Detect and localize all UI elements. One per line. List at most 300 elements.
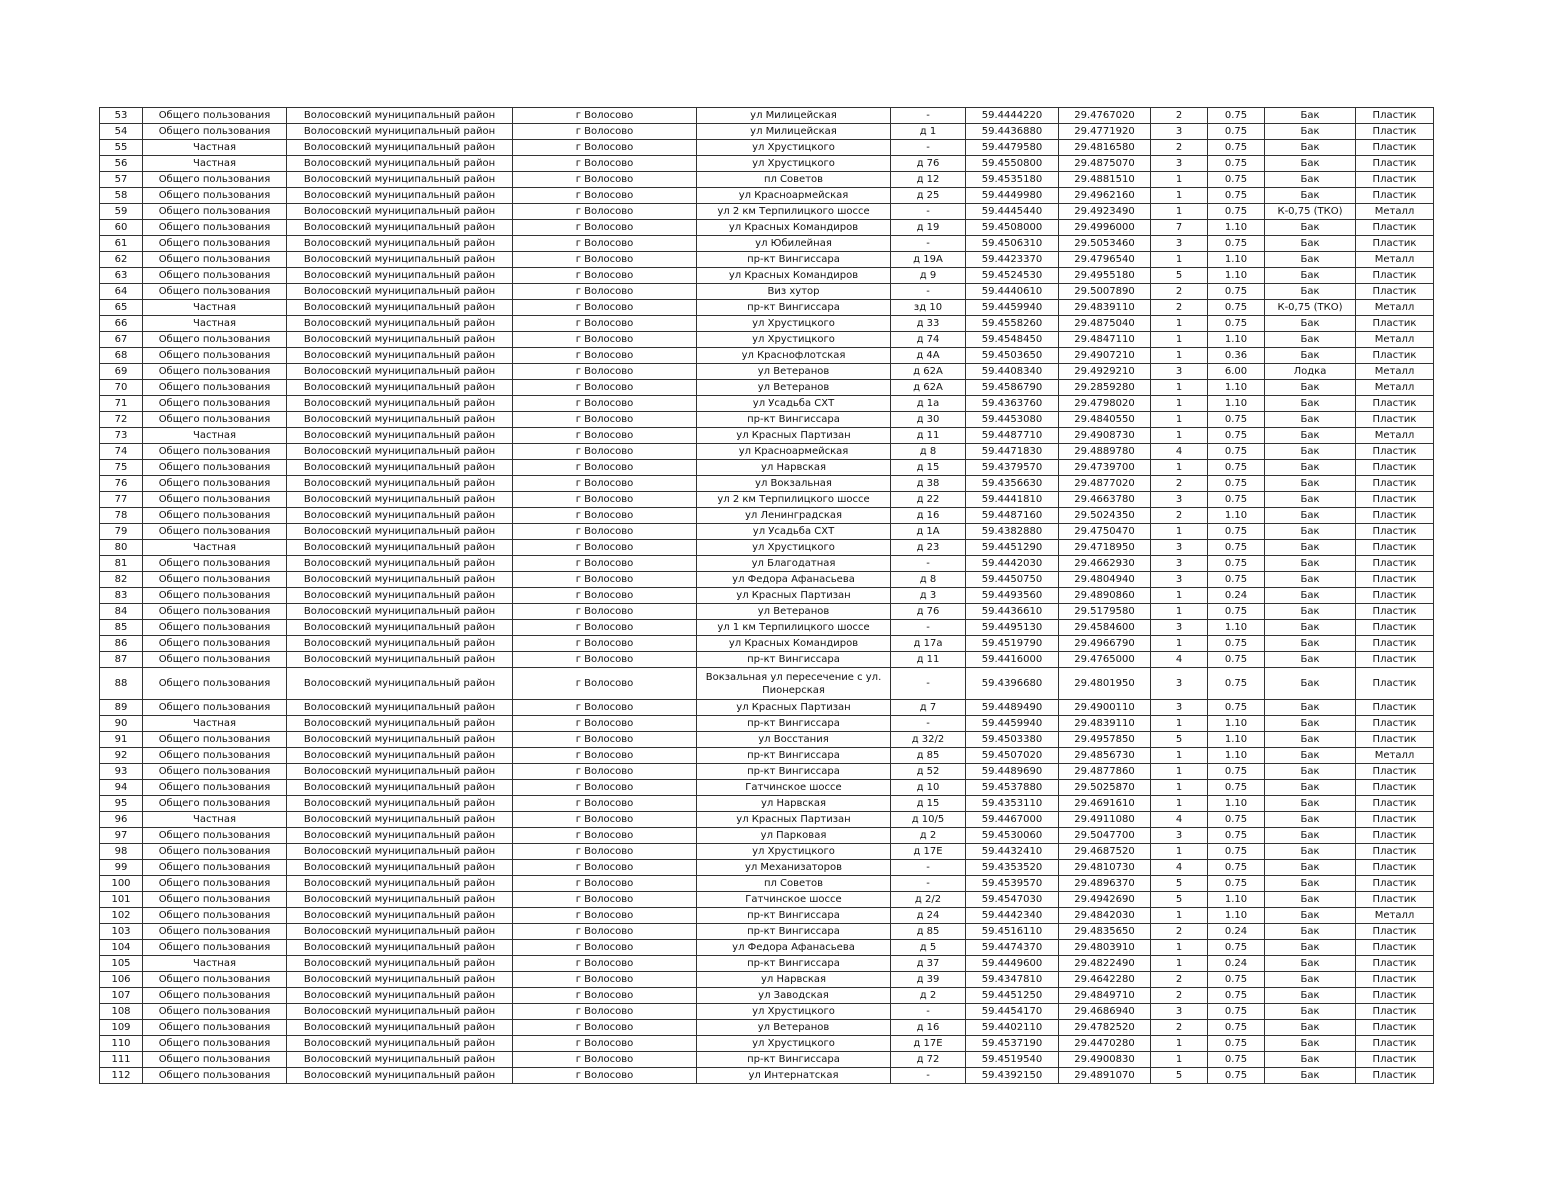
district-cell: Волосовский муниципальный район: [287, 1004, 513, 1020]
container-count-cell: 1: [1151, 316, 1208, 332]
container-type-cell: К-0,75 (ТКО): [1265, 204, 1356, 220]
container-type-cell: Бак: [1265, 748, 1356, 764]
container-count-cell: 1: [1151, 796, 1208, 812]
row-number-cell: 105: [100, 956, 143, 972]
district-cell: Волосовский муниципальный район: [287, 140, 513, 156]
district-cell: Волосовский муниципальный район: [287, 876, 513, 892]
material-cell: Пластик: [1356, 924, 1434, 940]
row-number-cell: 59: [100, 204, 143, 220]
ownership-cell: Общего пользования: [143, 332, 287, 348]
volume-cell: 1.10: [1208, 892, 1265, 908]
settlement-cell: г Волосово: [513, 652, 697, 668]
volume-cell: 1.10: [1208, 268, 1265, 284]
table-row: [100, 172, 1434, 188]
latitude-cell: 59.4474370: [966, 940, 1059, 956]
house-cell: д 23: [891, 540, 966, 556]
longitude-cell: 29.4718950: [1059, 540, 1151, 556]
district-cell: Волосовский муниципальный район: [287, 812, 513, 828]
table-row: [100, 732, 1434, 748]
settlement-cell: г Волосово: [513, 828, 697, 844]
ownership-cell: Общего пользования: [143, 748, 287, 764]
district-cell: Волосовский муниципальный район: [287, 780, 513, 796]
settlement-cell: г Волосово: [513, 668, 697, 700]
latitude-cell: 59.4449600: [966, 956, 1059, 972]
house-cell: д 62А: [891, 364, 966, 380]
container-type-cell: Бак: [1265, 1068, 1356, 1084]
container-count-cell: 1: [1151, 636, 1208, 652]
table-row: [100, 620, 1434, 636]
container-type-cell: Бак: [1265, 876, 1356, 892]
street-cell: пр-кт Вингиссара: [697, 764, 891, 780]
material-cell: Металл: [1356, 908, 1434, 924]
longitude-cell: 29.4877860: [1059, 764, 1151, 780]
container-count-cell: 5: [1151, 876, 1208, 892]
container-type-cell: Бак: [1265, 1036, 1356, 1052]
house-cell: д 1: [891, 124, 966, 140]
longitude-cell: 29.4803910: [1059, 940, 1151, 956]
district-cell: Волосовский муниципальный район: [287, 972, 513, 988]
latitude-cell: 59.4436610: [966, 604, 1059, 620]
street-cell: ул 2 км Терпилицкого шоссе: [697, 492, 891, 508]
volume-cell: 0.75: [1208, 940, 1265, 956]
longitude-cell: 29.4750470: [1059, 524, 1151, 540]
street-cell: ул Хрустицкого: [697, 316, 891, 332]
container-count-cell: 1: [1151, 604, 1208, 620]
district-cell: Волосовский муниципальный район: [287, 908, 513, 924]
ownership-cell: Общего пользования: [143, 844, 287, 860]
material-cell: Пластик: [1356, 956, 1434, 972]
house-cell: д 24: [891, 908, 966, 924]
latitude-cell: 59.4535180: [966, 172, 1059, 188]
table-row: [100, 108, 1434, 124]
material-cell: Пластик: [1356, 780, 1434, 796]
material-cell: Металл: [1356, 364, 1434, 380]
volume-cell: 0.75: [1208, 700, 1265, 716]
container-count-cell: 5: [1151, 732, 1208, 748]
house-cell: д 16: [891, 1020, 966, 1036]
latitude-cell: 59.4506310: [966, 236, 1059, 252]
district-cell: Волосовский муниципальный район: [287, 924, 513, 940]
volume-cell: 0.75: [1208, 556, 1265, 572]
latitude-cell: 59.4479580: [966, 140, 1059, 156]
longitude-cell: 29.4875040: [1059, 316, 1151, 332]
longitude-cell: 29.4881510: [1059, 172, 1151, 188]
material-cell: Пластик: [1356, 460, 1434, 476]
settlement-cell: г Волосово: [513, 892, 697, 908]
house-cell: д 22: [891, 492, 966, 508]
house-cell: -: [891, 1004, 966, 1020]
district-cell: Волосовский муниципальный район: [287, 796, 513, 812]
container-count-cell: 1: [1151, 748, 1208, 764]
house-cell: -: [891, 556, 966, 572]
street-cell: ул Красных Командиров: [697, 268, 891, 284]
settlement-cell: г Волосово: [513, 700, 697, 716]
latitude-cell: 59.4408340: [966, 364, 1059, 380]
table-row: [100, 540, 1434, 556]
street-cell: ул Ветеранов: [697, 1020, 891, 1036]
district-cell: Волосовский муниципальный район: [287, 764, 513, 780]
latitude-cell: 59.4432410: [966, 844, 1059, 860]
house-cell: д 25: [891, 188, 966, 204]
district-cell: Волосовский муниципальный район: [287, 604, 513, 620]
row-number-cell: 106: [100, 972, 143, 988]
settlement-cell: г Волосово: [513, 492, 697, 508]
longitude-cell: 29.4687520: [1059, 844, 1151, 860]
row-number-cell: 53: [100, 108, 143, 124]
material-cell: Пластик: [1356, 236, 1434, 252]
settlement-cell: г Волосово: [513, 396, 697, 412]
longitude-cell: 29.4942690: [1059, 892, 1151, 908]
latitude-cell: 59.4558260: [966, 316, 1059, 332]
container-count-cell: 3: [1151, 124, 1208, 140]
settlement-cell: г Волосово: [513, 172, 697, 188]
house-cell: -: [891, 284, 966, 300]
row-number-cell: 92: [100, 748, 143, 764]
house-cell: д 52: [891, 764, 966, 780]
district-cell: Волосовский муниципальный район: [287, 236, 513, 252]
district-cell: Волосовский муниципальный район: [287, 524, 513, 540]
container-count-cell: 1: [1151, 204, 1208, 220]
longitude-cell: 29.4839110: [1059, 300, 1151, 316]
volume-cell: 0.75: [1208, 460, 1265, 476]
longitude-cell: 29.4771920: [1059, 124, 1151, 140]
longitude-cell: 29.4662930: [1059, 556, 1151, 572]
table-row: [100, 844, 1434, 860]
material-cell: Пластик: [1356, 1004, 1434, 1020]
district-cell: Волосовский муниципальный район: [287, 380, 513, 396]
container-type-cell: Бак: [1265, 668, 1356, 700]
latitude-cell: 59.4444220: [966, 108, 1059, 124]
settlement-cell: г Волосово: [513, 1020, 697, 1036]
street-cell: пр-кт Вингиссара: [697, 412, 891, 428]
street-cell: ул Нарвская: [697, 972, 891, 988]
house-cell: д 72: [891, 1052, 966, 1068]
row-number-cell: 69: [100, 364, 143, 380]
street-cell: ул Красных Партизан: [697, 812, 891, 828]
latitude-cell: 59.4347810: [966, 972, 1059, 988]
latitude-cell: 59.4436880: [966, 124, 1059, 140]
street-cell: ул Интернатская: [697, 1068, 891, 1084]
container-count-cell: 1: [1151, 908, 1208, 924]
district-cell: Волосовский муниципальный район: [287, 348, 513, 364]
row-number-cell: 81: [100, 556, 143, 572]
ownership-cell: Общего пользования: [143, 604, 287, 620]
longitude-cell: 29.4966790: [1059, 636, 1151, 652]
container-count-cell: 1: [1151, 380, 1208, 396]
row-number-cell: 112: [100, 1068, 143, 1084]
row-number-cell: 96: [100, 812, 143, 828]
container-type-cell: Бак: [1265, 428, 1356, 444]
material-cell: Пластик: [1356, 636, 1434, 652]
district-cell: Волосовский муниципальный район: [287, 268, 513, 284]
row-number-cell: 57: [100, 172, 143, 188]
ownership-cell: Общего пользования: [143, 764, 287, 780]
container-count-cell: 5: [1151, 1068, 1208, 1084]
settlement-cell: г Волосово: [513, 1036, 697, 1052]
longitude-cell: 29.4900110: [1059, 700, 1151, 716]
latitude-cell: 59.4382880: [966, 524, 1059, 540]
longitude-cell: 29.4908730: [1059, 428, 1151, 444]
volume-cell: 0.75: [1208, 572, 1265, 588]
settlement-cell: г Волосово: [513, 924, 697, 940]
container-type-cell: Бак: [1265, 924, 1356, 940]
container-type-cell: Лодка: [1265, 364, 1356, 380]
table-row: [100, 796, 1434, 812]
longitude-cell: 29.4890860: [1059, 588, 1151, 604]
district-cell: Волосовский муниципальный район: [287, 652, 513, 668]
house-cell: д 19: [891, 220, 966, 236]
container-count-cell: 1: [1151, 956, 1208, 972]
material-cell: Пластик: [1356, 412, 1434, 428]
district-cell: Волосовский муниципальный район: [287, 748, 513, 764]
row-number-cell: 60: [100, 220, 143, 236]
settlement-cell: г Волосово: [513, 348, 697, 364]
container-count-cell: 1: [1151, 396, 1208, 412]
latitude-cell: 59.4537880: [966, 780, 1059, 796]
material-cell: Пластик: [1356, 876, 1434, 892]
container-count-cell: 1: [1151, 172, 1208, 188]
container-count-cell: 1: [1151, 348, 1208, 364]
latitude-cell: 59.4445440: [966, 204, 1059, 220]
ownership-cell: Общего пользования: [143, 732, 287, 748]
settlement-cell: г Волосово: [513, 1004, 697, 1020]
container-count-cell: 1: [1151, 252, 1208, 268]
latitude-cell: 59.4392150: [966, 1068, 1059, 1084]
district-cell: Волосовский муниципальный район: [287, 556, 513, 572]
street-cell: ул Краснофлотская: [697, 348, 891, 364]
house-cell: д 8: [891, 572, 966, 588]
row-number-cell: 110: [100, 1036, 143, 1052]
volume-cell: 1.10: [1208, 252, 1265, 268]
row-number-cell: 77: [100, 492, 143, 508]
longitude-cell: 29.4642280: [1059, 972, 1151, 988]
house-cell: д 15: [891, 796, 966, 812]
volume-cell: 0.75: [1208, 140, 1265, 156]
latitude-cell: 59.4356630: [966, 476, 1059, 492]
row-number-cell: 108: [100, 1004, 143, 1020]
material-cell: Пластик: [1356, 668, 1434, 700]
container-type-cell: Бак: [1265, 988, 1356, 1004]
street-cell: ул Хрустицкого: [697, 140, 891, 156]
longitude-cell: 29.4584600: [1059, 620, 1151, 636]
container-type-cell: Бак: [1265, 508, 1356, 524]
street-cell: ул Парковая: [697, 828, 891, 844]
latitude-cell: 59.4459940: [966, 716, 1059, 732]
volume-cell: 0.75: [1208, 1052, 1265, 1068]
street-cell: Вокзальная ул пересечение с ул. Пионерская: [697, 668, 891, 700]
container-count-cell: 1: [1151, 332, 1208, 348]
street-cell: ул Хрустицкого: [697, 156, 891, 172]
row-number-cell: 78: [100, 508, 143, 524]
volume-cell: 0.75: [1208, 844, 1265, 860]
container-count-cell: 2: [1151, 972, 1208, 988]
district-cell: Волосовский муниципальный район: [287, 844, 513, 860]
settlement-cell: г Волосово: [513, 588, 697, 604]
table-row: [100, 236, 1434, 252]
house-cell: д 17а: [891, 636, 966, 652]
street-cell: ул Милицейская: [697, 108, 891, 124]
district-cell: Волосовский муниципальный район: [287, 316, 513, 332]
material-cell: Пластик: [1356, 524, 1434, 540]
container-count-cell: 3: [1151, 1004, 1208, 1020]
container-type-cell: Бак: [1265, 460, 1356, 476]
table-row: [100, 396, 1434, 412]
table-row: [100, 700, 1434, 716]
row-number-cell: 56: [100, 156, 143, 172]
house-cell: д 17Е: [891, 1036, 966, 1052]
container-count-cell: 1: [1151, 524, 1208, 540]
table-row: [100, 252, 1434, 268]
street-cell: ул 1 км Терпилицкого шоссе: [697, 620, 891, 636]
material-cell: Металл: [1356, 300, 1434, 316]
latitude-cell: 59.4459940: [966, 300, 1059, 316]
district-cell: Волосовский муниципальный район: [287, 716, 513, 732]
district-cell: Волосовский муниципальный район: [287, 892, 513, 908]
table-row: [100, 892, 1434, 908]
longitude-cell: 29.5053460: [1059, 236, 1151, 252]
street-cell: ул Нарвская: [697, 796, 891, 812]
house-cell: д 33: [891, 316, 966, 332]
settlement-cell: г Волосово: [513, 732, 697, 748]
table-row: [100, 140, 1434, 156]
table-row: [100, 572, 1434, 588]
table-row: [100, 332, 1434, 348]
house-cell: д 12: [891, 172, 966, 188]
district-cell: Волосовский муниципальный район: [287, 956, 513, 972]
settlement-cell: г Волосово: [513, 236, 697, 252]
house-cell: д 10: [891, 780, 966, 796]
street-cell: ул Ветеранов: [697, 364, 891, 380]
ownership-cell: Общего пользования: [143, 1068, 287, 1084]
container-count-cell: 3: [1151, 668, 1208, 700]
settlement-cell: г Волосово: [513, 220, 697, 236]
house-cell: д 17Е: [891, 844, 966, 860]
volume-cell: 0.75: [1208, 636, 1265, 652]
ownership-cell: Общего пользования: [143, 492, 287, 508]
material-cell: Пластик: [1356, 572, 1434, 588]
container-count-cell: 2: [1151, 108, 1208, 124]
volume-cell: 0.75: [1208, 284, 1265, 300]
house-cell: -: [891, 140, 966, 156]
container-type-cell: Бак: [1265, 492, 1356, 508]
settlement-cell: г Волосово: [513, 972, 697, 988]
material-cell: Пластик: [1356, 972, 1434, 988]
container-type-cell: Бак: [1265, 604, 1356, 620]
table-row: [100, 348, 1434, 364]
container-count-cell: 1: [1151, 460, 1208, 476]
street-cell: ул Заводская: [697, 988, 891, 1004]
longitude-cell: 29.5007890: [1059, 284, 1151, 300]
volume-cell: 0.75: [1208, 428, 1265, 444]
table-row: [100, 124, 1434, 140]
street-cell: Гатчинское шоссе: [697, 780, 891, 796]
material-cell: Пластик: [1356, 396, 1434, 412]
street-cell: ул Красных Партизан: [697, 588, 891, 604]
street-cell: пр-кт Вингиссара: [697, 652, 891, 668]
ownership-cell: Общего пользования: [143, 172, 287, 188]
ownership-cell: Частная: [143, 716, 287, 732]
volume-cell: 1.10: [1208, 748, 1265, 764]
latitude-cell: 59.4396680: [966, 668, 1059, 700]
district-cell: Волосовский муниципальный район: [287, 428, 513, 444]
settlement-cell: г Волосово: [513, 300, 697, 316]
volume-cell: 0.75: [1208, 860, 1265, 876]
district-cell: Волосовский муниципальный район: [287, 124, 513, 140]
material-cell: Пластик: [1356, 492, 1434, 508]
settlement-cell: г Волосово: [513, 124, 697, 140]
volume-cell: 0.75: [1208, 812, 1265, 828]
district-cell: Волосовский муниципальный район: [287, 620, 513, 636]
street-cell: ул Ветеранов: [697, 604, 891, 620]
settlement-cell: г Волосово: [513, 860, 697, 876]
volume-cell: 1.10: [1208, 716, 1265, 732]
waste-sites-table: [99, 107, 1434, 1084]
volume-cell: 1.10: [1208, 508, 1265, 524]
latitude-cell: 59.4550800: [966, 156, 1059, 172]
street-cell: ул Федора Афанасьева: [697, 572, 891, 588]
container-type-cell: Бак: [1265, 716, 1356, 732]
ownership-cell: Общего пользования: [143, 924, 287, 940]
latitude-cell: 59.4586790: [966, 380, 1059, 396]
street-cell: ул Хрустицкого: [697, 332, 891, 348]
row-number-cell: 62: [100, 252, 143, 268]
street-cell: ул Красных Командиров: [697, 220, 891, 236]
latitude-cell: 59.4353110: [966, 796, 1059, 812]
volume-cell: 0.75: [1208, 492, 1265, 508]
ownership-cell: Частная: [143, 540, 287, 556]
district-cell: Волосовский муниципальный район: [287, 1052, 513, 1068]
house-cell: д 2/2: [891, 892, 966, 908]
street-cell: ул Благодатная: [697, 556, 891, 572]
ownership-cell: Частная: [143, 956, 287, 972]
ownership-cell: Общего пользования: [143, 460, 287, 476]
settlement-cell: г Волосово: [513, 476, 697, 492]
district-cell: Волосовский муниципальный район: [287, 300, 513, 316]
ownership-cell: Общего пользования: [143, 780, 287, 796]
container-type-cell: Бак: [1265, 332, 1356, 348]
material-cell: Пластик: [1356, 812, 1434, 828]
row-number-cell: 67: [100, 332, 143, 348]
district-cell: Волосовский муниципальный район: [287, 572, 513, 588]
volume-cell: 0.75: [1208, 668, 1265, 700]
container-count-cell: 2: [1151, 140, 1208, 156]
table-row: [100, 876, 1434, 892]
settlement-cell: г Волосово: [513, 540, 697, 556]
house-cell: д 8: [891, 444, 966, 460]
longitude-cell: 29.4798020: [1059, 396, 1151, 412]
house-cell: -: [891, 876, 966, 892]
material-cell: Пластик: [1356, 588, 1434, 604]
volume-cell: 0.75: [1208, 764, 1265, 780]
district-cell: Волосовский муниципальный район: [287, 1068, 513, 1084]
district-cell: Волосовский муниципальный район: [287, 668, 513, 700]
ownership-cell: Общего пользования: [143, 892, 287, 908]
material-cell: Пластик: [1356, 1068, 1434, 1084]
container-count-cell: 3: [1151, 556, 1208, 572]
row-number-cell: 64: [100, 284, 143, 300]
container-count-cell: 3: [1151, 236, 1208, 252]
material-cell: Пластик: [1356, 732, 1434, 748]
house-cell: д 19А: [891, 252, 966, 268]
ownership-cell: Общего пользования: [143, 1036, 287, 1052]
longitude-cell: 29.4765000: [1059, 652, 1151, 668]
settlement-cell: г Волосово: [513, 252, 697, 268]
table-row: [100, 812, 1434, 828]
house-cell: д 32/2: [891, 732, 966, 748]
street-cell: ул Усадьба СХТ: [697, 524, 891, 540]
latitude-cell: 59.4519540: [966, 1052, 1059, 1068]
table-row: [100, 972, 1434, 988]
